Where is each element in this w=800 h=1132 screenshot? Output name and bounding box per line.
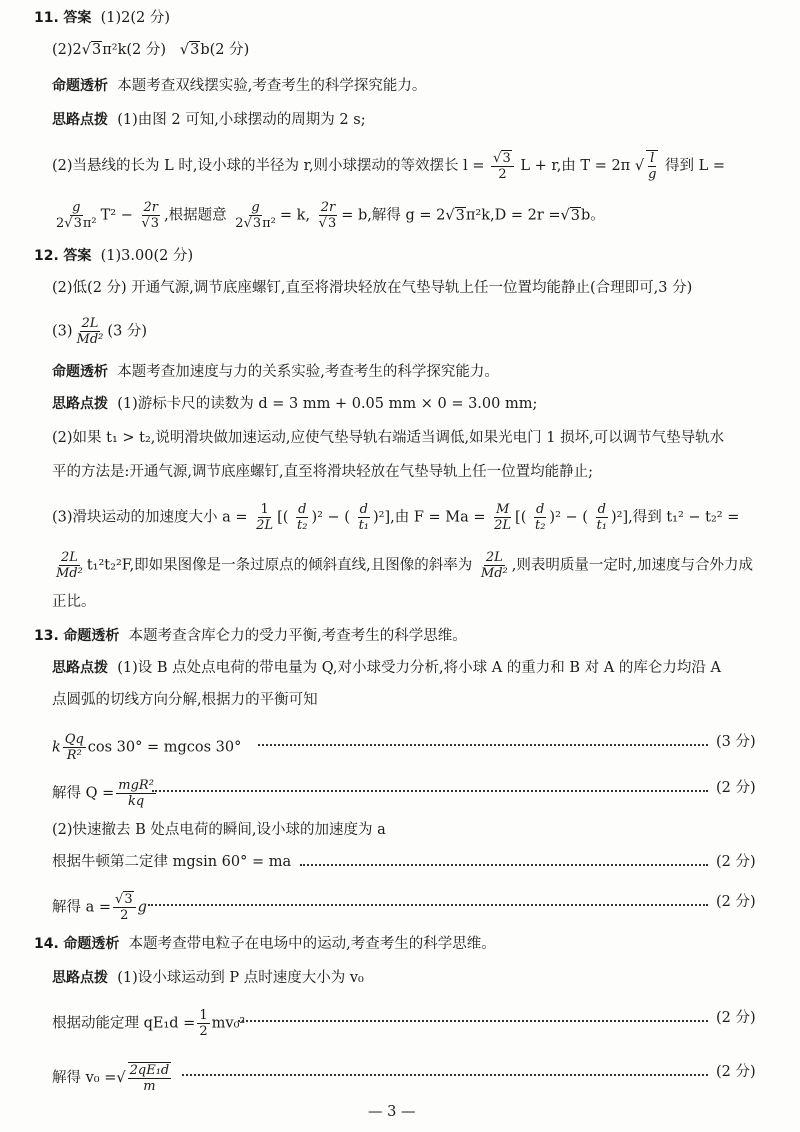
score: (2 分) [716,854,756,870]
q13-analysis: 13. 命题透析 本题考查含库仑力的受力平衡,考查考生的科学思维。 [34,628,467,644]
page-number: — 3 — [368,1104,416,1120]
q13-hint-2: 点圆弧的切线方向分解,根据力的平衡可知 [52,692,318,708]
q13-eq-2: 解得 Q = $\frac{\text{mgR²}}{kq}$ [52,778,154,809]
q12-hint-1: 思路点拨 (1)游标卡尺的读数为 d = 3 mm + 0.05 mm × 0 = 3.00 mm; [52,396,538,412]
q14-eq-1: 根据动能定理 qE₁d = $\frac{1}{2}$ mv₀² [52,1008,246,1039]
q13-eq-1: k $\frac{Qq}{\text{R²}}$ cos 30° = mgcos 30° [52,732,242,763]
frac-2r-over-sqrt3-b: $\frac{2r}{√3}$ [318,200,337,231]
q11-hint-3: $\frac{g}{\text{2√3π²}}$ T² − $\frac{2r}{√3}$ ,根据题意 $\frac{g}{\text{2√3π²}}$ = k, $\frac{2r}{√3}$ = b,解得 g = 2√3π²k,D = 2r =√3b。 [56,200,605,231]
q12-answer-2: (2)低(2 分) 开通气源,调节底座螺钉,直至将滑块轻放在气垫导轨上任一位置均能静止(合理即可,3 分) [52,280,693,296]
leader-dots [182,1074,708,1076]
q12-hint-5: 正比。 [52,594,96,610]
q13-hint-1: 思路点拨 (1)设 B 点处点电荷的带电量为 Q,对小球受力分析,将小球 A 的重力和 B 对 A 的库仑力均沿 A [52,660,721,676]
q11-hint-1: 思路点拨 (1)由图 2 可知,小球摆动的周期为 2 s; [52,112,366,128]
q13-hint-3: (2)快速撤去 B 处点电荷的瞬间,设小球的加速度为 a [52,822,386,838]
frac-g-over-2sqrt3pi2: $\frac{g}{\text{2√3π²}}$ [56,200,97,231]
leader-dots [258,744,708,746]
score: (2 分) [716,1010,756,1026]
score: (2 分) [716,894,756,910]
leader-dots [148,904,708,906]
score: (3 分) [716,734,756,750]
q11-analysis: 命题透析 本题考查双线摆实验,考查考生的科学探究能力。 [52,78,427,94]
q12-hint-2a: (2)如果 t₁ > t₂,说明滑块做加速运动,应使气垫导轨右端适当调低,如果光电门 1 损坏,可以调节气垫导轨水 [52,430,725,446]
q14-hint-1: 思路点拨 (1)设小球运动到 P 点时速度大小为 v₀ [52,970,364,986]
leader-dots [300,864,708,866]
leader-dots [238,1020,708,1022]
q12-answer-line: 12. 答案 (1)3.00(2 分) [34,248,194,264]
q11-hint-2: (2)当悬线的长为 L 时,设小球的半径为 r,则小球摆动的等效摆长 l = $\frac{√3}{2}$ L + r,由 T = 2π √ $\frac{l}{g}$ 得到 L = [52,150,726,182]
q12-hint-3: (3)滑块运动的加速度大小 a = $\frac{1}{2L}$ [( $\frac{d}{\text{t₂}}$ )² − ( $\frac{d}{\text{t₁}}$ )²],由 F = Ma = $\frac{M}{2L}$ [( $\frac{d}{\text{t₂}}$ )² − ( $\frac{d}{\text{t₁}}$ )²],得到 t₁² − t₂² = [52,502,740,533]
score: (2 分) [716,1064,756,1080]
frac-sqrt3-over-2: $\frac{√3}{2}$ [491,151,514,182]
q14-eq-2: 解得 v₀ =√ $\frac{\text{2qE₁d}}{m}$ [52,1063,170,1094]
frac-g-over-2sqrt3pi2-b: $\frac{g}{\text{2√3π²}}$ [235,200,276,231]
frac-l-over-g: $\frac{l}{g}$ [648,151,657,182]
score: (2 分) [716,780,756,796]
q12-hint-4: $\frac{2L}{\text{Md²}}$ t₁²t₂²F,即如果图像是一条过原点的倾斜直线,且图像的斜率为 $\frac{2L}{\text{Md²}}$ ,则表明质量一定时,加速度与合外力成 [56,550,753,581]
q13-eq-3: 根据牛顿第二定律 mgsin 60° = ma [52,854,292,870]
q14-analysis: 14. 命题透析 本题考查带电粒子在电场中的运动,考查考生的科学思维。 [34,936,496,952]
q12-answer-3: (3) $\frac{2L}{\text{Md²}}$ (3 分) [52,316,148,347]
q12-analysis: 命题透析 本题考查加速度与力的关系实验,考查考生的科学探究能力。 [52,364,499,380]
leader-dots [152,790,708,792]
q11-answer-2: (2)2√3π²k(2 分) √3b(2 分) [52,42,250,58]
frac-2r-over-sqrt3: $\frac{2r}{√3}$ [141,200,160,231]
q13-eq-4: 解得 a = $\frac{√3}{2}$ g [52,892,147,923]
q11-answer-line: 11. 答案 (1)2(2 分) [34,10,171,26]
q12-hint-2b: 平的方法是:开通气源,调节底座螺钉,直至将滑块轻放在气垫导轨上任一位置均能静止; [52,464,593,480]
